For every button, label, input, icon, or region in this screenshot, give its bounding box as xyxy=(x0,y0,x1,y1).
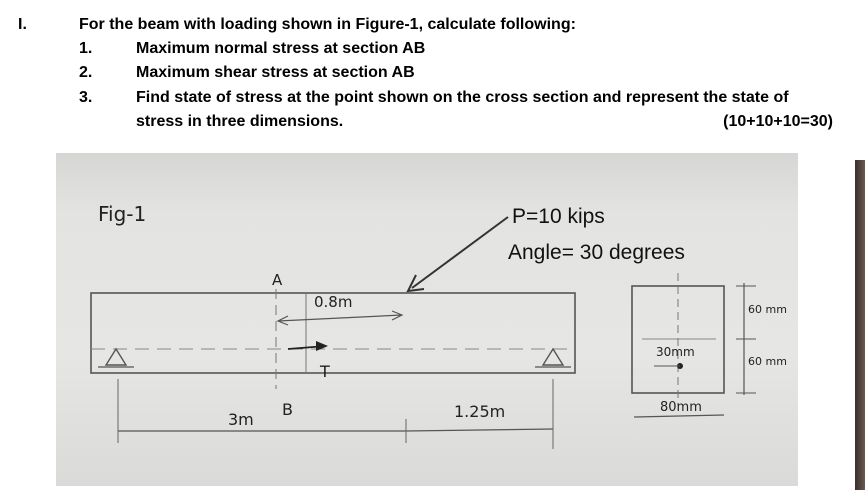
section-label-a: A xyxy=(272,271,283,289)
question-number: I. xyxy=(18,16,27,33)
dim-0-8m: 0.8m xyxy=(314,293,353,311)
angle-label: Angle= 30 degrees xyxy=(508,241,685,264)
point-marker: T xyxy=(320,362,330,381)
marks-label: (10+10+10=30) xyxy=(723,113,833,130)
dim-line-80mm xyxy=(634,415,724,417)
dim-1-25m: 1.25m xyxy=(454,402,506,421)
right-support xyxy=(543,349,563,365)
item-number-1: 1. xyxy=(79,40,93,57)
load-arrow-line xyxy=(412,217,508,288)
item-text-3-line2: stress in three dimensions. xyxy=(136,113,344,130)
load-label: P=10 kips xyxy=(512,205,605,228)
section-label-b: B xyxy=(282,400,293,419)
photo-edge xyxy=(855,160,865,490)
figure-title: Fig-1 xyxy=(98,202,147,226)
item-text-2: Maximum shear stress at section AB xyxy=(136,64,415,81)
dim-3m: 3m xyxy=(228,410,254,429)
cs-dim-60mm-top: 60 mm xyxy=(748,303,787,316)
cs-dim-60mm-bottom: 60 mm xyxy=(748,355,787,368)
question-heading: For the beam with loading shown in Figure-1, calculate following: xyxy=(79,16,576,33)
item-text-3-line1: Find state of stress at the point shown on the cross section and represent the state of xyxy=(136,89,789,106)
item-number-3: 3. xyxy=(79,89,93,106)
figure-photo xyxy=(56,153,798,486)
cs-dim-30mm: 30mm xyxy=(656,345,695,359)
load-arrow-head xyxy=(408,275,424,291)
dim-line-1-25m xyxy=(406,429,553,431)
cs-dim-80mm: 80mm xyxy=(660,400,702,415)
item-text-1: Maximum normal stress at section AB xyxy=(136,40,426,57)
item-number-2: 2. xyxy=(79,64,93,81)
left-support xyxy=(106,349,126,365)
beam-sketch xyxy=(56,153,798,486)
